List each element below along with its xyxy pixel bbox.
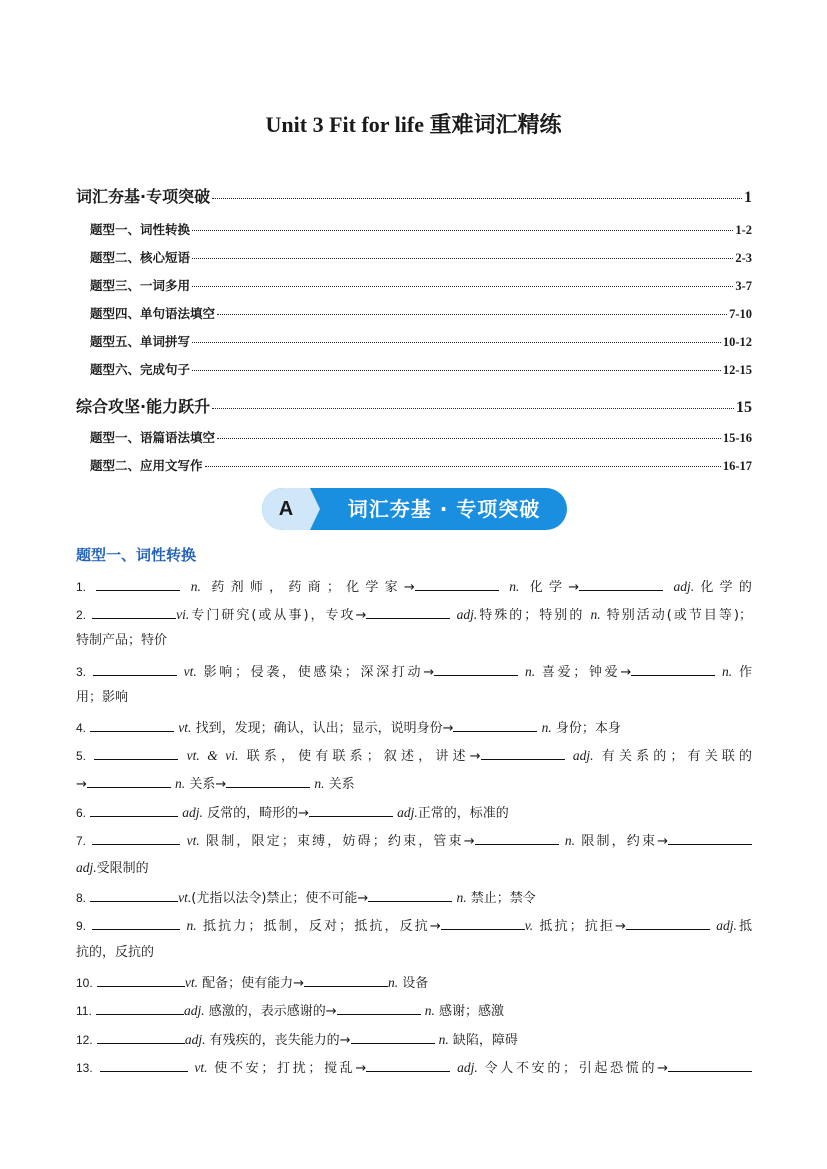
pos-label: vt.	[178, 890, 192, 905]
toc-page: 1-2	[735, 223, 752, 237]
answer-blank[interactable]	[96, 577, 180, 591]
toc-leader	[192, 230, 733, 231]
toc-label: 题型六、完成句子	[90, 362, 191, 377]
definition-text: 正常的，标准的	[417, 806, 509, 821]
definition-text: 感激的，表示感谢的→	[208, 1004, 337, 1019]
definition-text: 设备	[402, 976, 429, 991]
item-number: 10.	[76, 976, 93, 990]
toc-label: 题型三、一词多用	[90, 278, 191, 293]
toc-leader	[192, 342, 721, 343]
toc-main-entry-1[interactable]	[76, 184, 752, 207]
toc-page: 10-12	[722, 335, 752, 349]
item-continuation: 用；影响	[76, 690, 129, 705]
toc-label: 题型二、核心短语	[90, 250, 191, 265]
answer-blank[interactable]	[668, 1058, 752, 1072]
item-number: 7.	[76, 834, 87, 848]
toc-page: 12-15	[722, 363, 752, 377]
item-number: 11.	[76, 1004, 92, 1018]
definition-text: 喜爱；钟爱→	[541, 665, 632, 680]
definition-text: 有残疾的，丧失能力的→	[209, 1033, 351, 1048]
pos-label: adj.	[456, 607, 478, 622]
pos-label: n.	[424, 1003, 435, 1018]
page-title: Unit 3 Fit for life 重难词汇精练	[265, 112, 562, 137]
definition-text: 禁止；禁令	[470, 891, 536, 906]
section-banner	[262, 488, 567, 530]
exercise-item	[76, 605, 752, 626]
item-number: 2.	[76, 608, 87, 622]
pos-label: vt.	[186, 833, 200, 848]
answer-blank[interactable]	[441, 916, 525, 930]
exercise-item	[76, 1030, 752, 1051]
answer-blank[interactable]	[631, 662, 715, 676]
exercise-item	[76, 888, 752, 909]
answer-blank[interactable]	[351, 1030, 435, 1044]
answer-blank[interactable]	[304, 973, 388, 987]
answer-blank[interactable]	[415, 577, 499, 591]
definition-text: 关系	[328, 777, 355, 792]
definition-text: 关系→	[189, 777, 227, 792]
toc-entry[interactable]	[90, 456, 752, 474]
item-number: 5.	[76, 749, 87, 763]
answer-blank[interactable]	[368, 888, 452, 902]
item-number: 1.	[76, 580, 87, 594]
item-continuation: 抗的，反抗的	[76, 945, 155, 960]
pos-label: n.	[314, 776, 325, 791]
answer-blank[interactable]	[94, 746, 178, 760]
definition-text: 专门研究(或从事)，专攻→	[189, 608, 367, 623]
definition-text: 抵抗力；抵制，反对；抵抗，反抗→	[202, 919, 441, 934]
answer-blank[interactable]	[337, 1001, 421, 1015]
toc-label: 题型四、单句语法填空	[90, 306, 216, 321]
item-number: 13.	[76, 1061, 93, 1075]
pos-label: n.	[190, 579, 201, 594]
toc-page: 15	[736, 399, 752, 416]
toc-page: 15-16	[722, 431, 752, 445]
pos-label: vt. & vi.	[186, 748, 239, 763]
definition-text: 反常的，畸形的→	[207, 806, 309, 821]
item-continuation: 特制产品；特价	[76, 633, 168, 648]
answer-blank[interactable]	[90, 888, 178, 902]
answer-blank[interactable]	[90, 718, 174, 732]
exercise-item	[76, 916, 752, 937]
toc-main-entry-2[interactable]	[76, 394, 752, 417]
definition-text: 缺陷，障碍	[452, 1033, 518, 1048]
pos-label: adj.	[183, 1003, 205, 1018]
item-number: 4.	[76, 721, 87, 735]
pos-label: vt.	[184, 975, 198, 990]
toc-page: 3-7	[735, 279, 752, 293]
pos-label: n.	[564, 833, 576, 848]
definition-text: 抵	[736, 919, 752, 934]
definition-text: 药剂师，药商；化学家→	[211, 580, 415, 595]
pos-label: n.	[175, 776, 186, 791]
exercise-item	[76, 662, 752, 683]
section-heading: 题型一、词性转换	[76, 546, 197, 564]
pos-label: n.	[186, 918, 197, 933]
definition-text: 作	[739, 665, 753, 680]
definition-text: 找到，发现；确认，认出；显示，说明身份→	[195, 721, 454, 736]
exercise-item	[76, 746, 752, 767]
answer-blank[interactable]	[90, 803, 178, 817]
exercise-item	[76, 1001, 752, 1022]
answer-blank[interactable]	[366, 605, 450, 619]
exercise-item	[76, 718, 752, 739]
pos-label: adj.	[457, 1060, 478, 1075]
answer-blank[interactable]	[97, 1030, 185, 1044]
pos-label: n.	[722, 664, 733, 679]
definition-text: 受限制的	[96, 861, 149, 876]
definition-text: 特殊的；特别的	[477, 608, 585, 623]
toc-label: 词汇夯基·专项突破	[76, 187, 211, 206]
toc-leader	[217, 438, 721, 439]
answer-blank[interactable]	[309, 803, 393, 817]
item-number: 9.	[76, 919, 87, 933]
pos-label: adj.	[76, 860, 97, 875]
toc-entry[interactable]	[90, 332, 752, 350]
pos-label: n.	[524, 664, 536, 679]
toc-label: 题型五、单词拼写	[90, 334, 191, 349]
toc-entry[interactable]	[90, 428, 752, 446]
answer-blank[interactable]	[87, 774, 171, 788]
answer-blank[interactable]	[226, 774, 310, 788]
answer-blank[interactable]	[579, 577, 663, 591]
pos-label: adj.	[572, 748, 594, 763]
pos-label: n.	[541, 720, 552, 735]
toc-entry[interactable]	[90, 220, 752, 238]
definition-text: 限制，约束→	[581, 834, 668, 849]
definition-text: 限制，限定；束缚，妨碍；约束，管束→	[206, 834, 475, 849]
answer-blank[interactable]	[96, 1001, 184, 1015]
toc-label: 综合攻坚·能力跃升	[76, 397, 211, 416]
definition-text: 令人不安的；引起恐慌的→	[484, 1061, 669, 1076]
answer-blank[interactable]	[92, 605, 176, 619]
toc-entry[interactable]	[90, 276, 752, 294]
toc-page: 7-10	[729, 307, 752, 321]
item-number: 6.	[76, 806, 87, 820]
definition-text: 有关系的；有关联的	[601, 749, 753, 764]
exercise-item	[76, 1058, 752, 1079]
toc-entry[interactable]	[90, 248, 752, 266]
toc-label: 题型一、词性转换	[90, 222, 191, 237]
pos-label: n.	[456, 890, 467, 905]
item-continuation	[76, 774, 752, 795]
answer-blank[interactable]	[626, 916, 710, 930]
toc-page: 16-17	[722, 459, 752, 473]
item-number: 3.	[76, 665, 87, 679]
banner-title: 词汇夯基 · 专项突破	[347, 497, 541, 521]
pos-label: adj.	[182, 805, 203, 820]
answer-blank[interactable]	[100, 1058, 188, 1072]
exercise-item	[76, 831, 752, 852]
exercise-item	[76, 803, 752, 824]
definition-text: 抵抗；抗拒→	[539, 919, 626, 934]
answer-blank[interactable]	[93, 662, 177, 676]
toc-page: 1	[744, 189, 752, 206]
toc-leader	[192, 258, 733, 259]
definition-text: 联系，使有联系；叙述，讲述→	[246, 749, 481, 764]
pos-label: adj.	[397, 805, 418, 820]
toc-leader	[205, 466, 721, 467]
toc-leader	[192, 370, 721, 371]
pos-label: vt.	[194, 1060, 208, 1075]
definition-text: 配备；使有能力→	[202, 976, 304, 991]
pos-label: vt.	[178, 720, 192, 735]
item-number: 12.	[76, 1033, 93, 1047]
answer-blank[interactable]	[668, 831, 752, 845]
pos-label: n.	[509, 579, 520, 594]
definition-text: 特别活动(或节目等)；	[606, 608, 752, 623]
toc-leader	[192, 286, 733, 287]
definition-text: 使不安；打扰；搅乱→	[214, 1061, 367, 1076]
item-number: 8.	[76, 891, 87, 905]
exercise-item	[76, 973, 752, 994]
answer-blank[interactable]	[97, 973, 185, 987]
definition-text: 化学的	[694, 580, 752, 595]
pos-label: adj.	[716, 918, 737, 933]
definition-text: 化学→	[529, 580, 580, 595]
toc-page: 2-3	[735, 251, 752, 265]
pos-label: vi.	[176, 607, 190, 622]
toc-leader	[212, 408, 734, 409]
pos-label: adj.	[673, 579, 695, 594]
definition-text: (尤指以法令)禁止；使不可能→	[191, 891, 369, 906]
answer-blank[interactable]	[92, 916, 180, 930]
toc-label: 题型二、应用文写作	[90, 458, 203, 473]
banner-badge: A	[262, 488, 310, 530]
toc-label: 题型一、语篇语法填空	[90, 430, 216, 445]
pos-label: v.	[524, 918, 534, 933]
pos-label: n.	[590, 607, 601, 622]
definition-text: 身份；本身	[555, 721, 621, 736]
toc-entry[interactable]	[90, 360, 752, 378]
answer-blank[interactable]	[475, 831, 559, 845]
item-continuation	[76, 858, 752, 879]
pos-label: n.	[388, 975, 399, 990]
toc-entry[interactable]	[90, 304, 752, 322]
pos-label: vt.	[183, 664, 197, 679]
answer-blank[interactable]	[434, 662, 518, 676]
arrow-text: →	[76, 777, 87, 792]
answer-blank[interactable]	[366, 1058, 450, 1072]
toc-leader	[212, 198, 742, 199]
exercise-item	[76, 577, 752, 598]
toc-leader	[217, 314, 727, 315]
answer-blank[interactable]	[453, 718, 537, 732]
answer-blank[interactable]	[481, 746, 565, 760]
pos-label: adj.	[184, 1032, 206, 1047]
definition-text: 影响；侵袭，使感染；深深打动→	[203, 665, 435, 680]
definition-text: 感谢；感激	[439, 1004, 505, 1019]
pos-label: n.	[438, 1032, 449, 1047]
answer-blank[interactable]	[92, 831, 180, 845]
